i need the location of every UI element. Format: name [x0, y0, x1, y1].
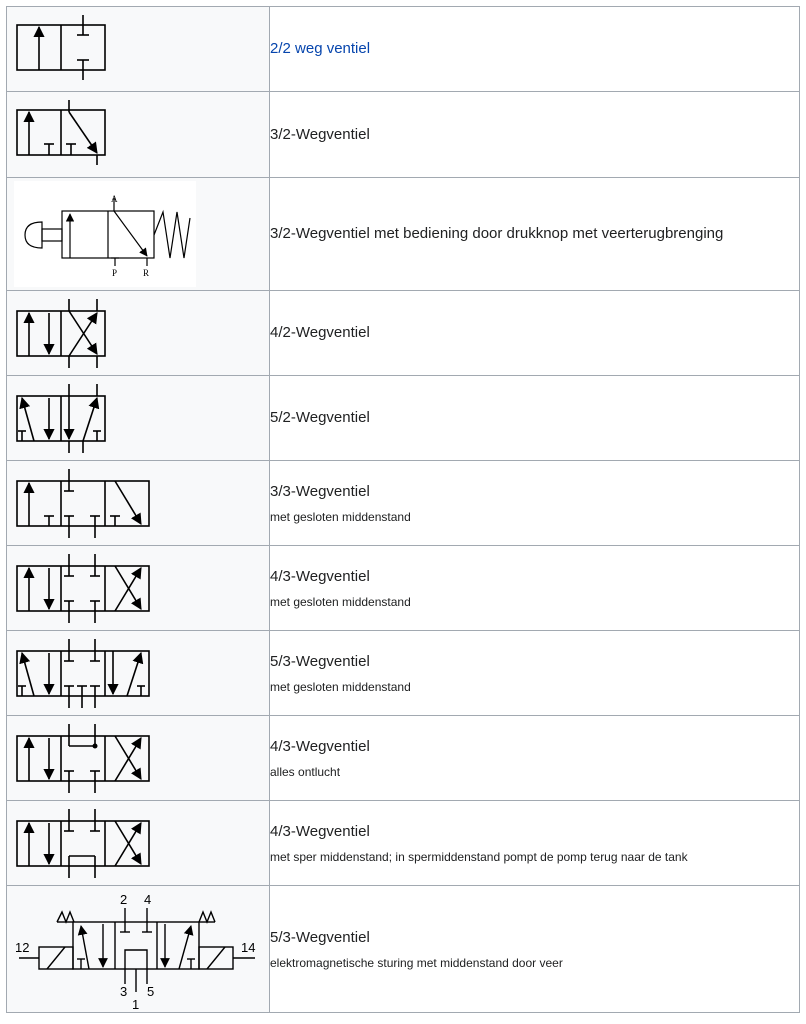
valve-symbol-3-2	[7, 92, 269, 177]
port-a-label: A	[111, 194, 118, 204]
symbol-cell	[7, 546, 270, 631]
valve-title-link[interactable]: 2/2 weg ventiel	[270, 40, 371, 57]
valve-symbol-3-3-closed	[7, 461, 269, 545]
valve-symbol-4-3-vented	[7, 716, 269, 800]
valve-symbol-4-3-closed	[7, 546, 269, 630]
symbol-cell	[7, 716, 270, 801]
description-cell	[270, 546, 800, 631]
table-row	[7, 461, 800, 546]
description-cell	[270, 291, 800, 376]
valve-title: 3/3-Wegventiel	[270, 482, 370, 500]
port-5-label: 5	[147, 984, 155, 999]
table-row	[7, 801, 800, 886]
table-row	[7, 886, 800, 1013]
valve-symbol-5-3-solenoid	[7, 886, 269, 1012]
symbol-cell	[7, 92, 270, 178]
symbol-cell	[7, 291, 270, 376]
symbol-cell	[7, 376, 270, 461]
description-cell	[270, 7, 800, 92]
port-1-label: 1	[132, 997, 140, 1012]
port-r-label: R	[143, 268, 150, 278]
symbol-cell	[7, 801, 270, 886]
description-cell	[270, 376, 800, 461]
table-row	[7, 546, 800, 631]
valve-symbol-5-3-closed	[7, 631, 269, 715]
table-row	[7, 291, 800, 376]
valve-subtitle: met gesloten middenstand	[270, 679, 411, 694]
valve-title: 5/3-Wegventiel	[270, 652, 370, 670]
symbol-cell	[7, 7, 270, 92]
description-cell	[270, 178, 800, 291]
valve-title: 5/2-Wegventiel	[270, 409, 370, 426]
valve-subtitle: met sper middenstand; in spermiddenstand pompt de pomp terug naar de tank	[270, 849, 688, 864]
valve-subtitle: elektromagnetische sturing met middenstand door veer	[270, 955, 563, 970]
table-row	[7, 178, 800, 291]
port-3-label: 3	[120, 984, 128, 999]
description-cell	[270, 461, 800, 546]
port-12-label: 12	[15, 940, 30, 955]
table-row	[7, 92, 800, 178]
valve-symbol-4-2	[7, 291, 269, 375]
description-cell	[270, 886, 800, 1013]
symbol-cell	[7, 178, 270, 291]
table-row	[7, 631, 800, 716]
valve-title: 4/2-Wegventiel	[270, 324, 370, 341]
table-row	[7, 376, 800, 461]
table-row	[7, 716, 800, 801]
valve-symbol-5-2	[7, 376, 269, 460]
description-cell	[270, 631, 800, 716]
port-p-label: P	[112, 268, 118, 278]
valve-title: 5/3-Wegventiel	[270, 928, 370, 946]
valve-subtitle: met gesloten middenstand	[270, 594, 411, 609]
valve-title: 4/3-Wegventiel	[270, 737, 370, 755]
symbol-cell	[7, 631, 270, 716]
description-cell	[270, 92, 800, 178]
valve-table	[6, 6, 800, 1013]
valve-symbol-4-3-blocked	[7, 801, 269, 885]
symbol-cell	[7, 461, 270, 546]
valve-title: 3/2-Wegventiel	[270, 125, 370, 143]
symbol-cell	[7, 886, 270, 1013]
valve-title: 4/3-Wegventiel	[270, 822, 370, 840]
description-cell	[270, 716, 800, 801]
description-cell	[270, 801, 800, 886]
valve-title: 4/3-Wegventiel	[270, 567, 370, 585]
valve-title: 3/2-Wegventiel met bediening door drukknop met veerterugbrenging	[270, 225, 724, 242]
valve-symbol-3-2-pushbutton	[7, 178, 269, 290]
valve-subtitle: met gesloten middenstand	[270, 509, 411, 524]
port-14-label: 14	[241, 940, 256, 955]
table-row	[7, 7, 800, 92]
port-2-label: 2	[120, 892, 128, 907]
valve-subtitle: alles ontlucht	[270, 764, 341, 779]
port-4-label: 4	[144, 892, 152, 907]
valve-symbol-2-2	[7, 7, 269, 91]
